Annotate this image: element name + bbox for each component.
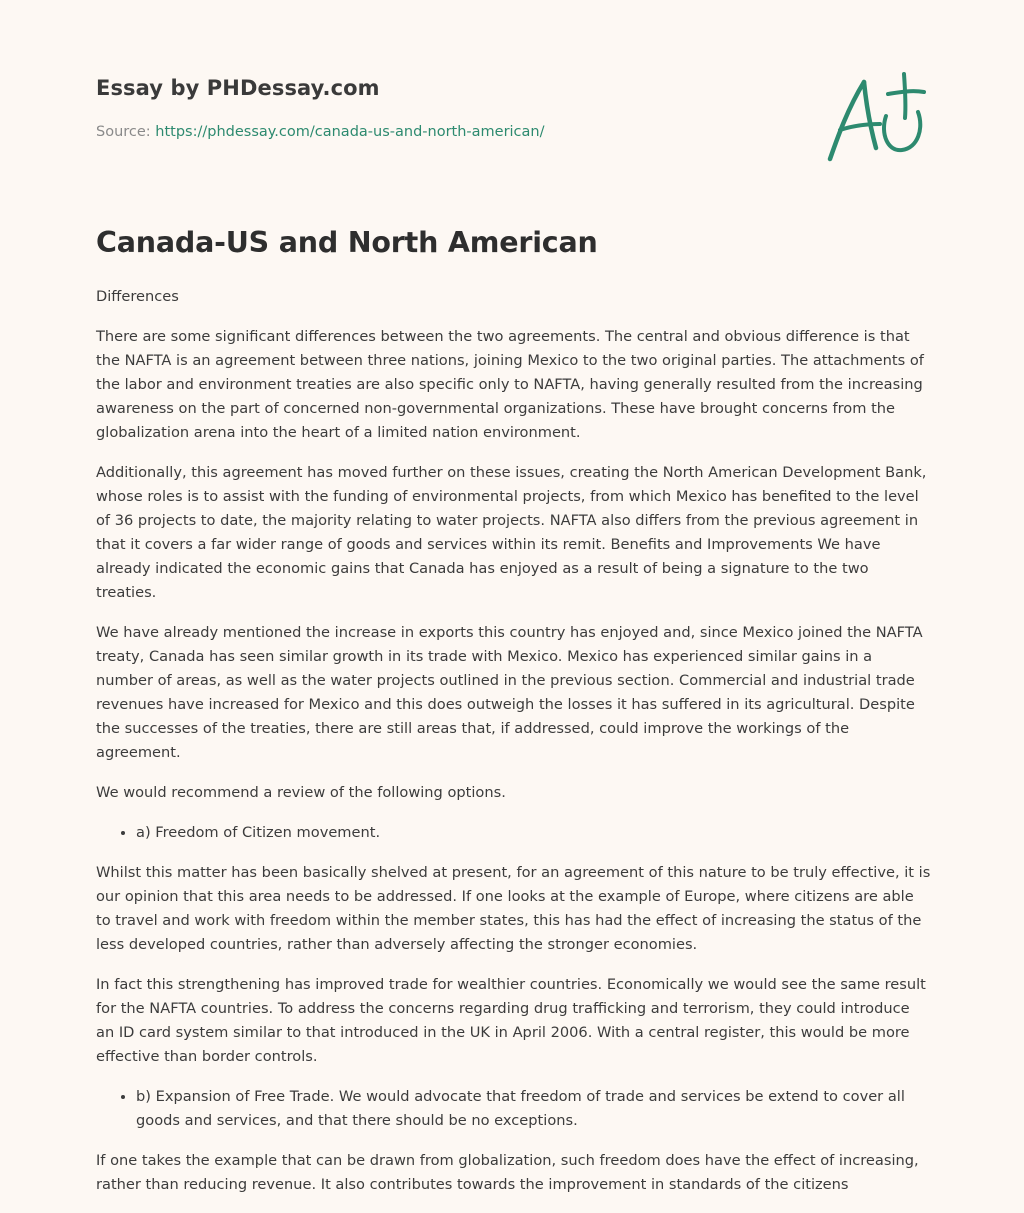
source-link[interactable]: https://phdessay.com/canada-us-and-north-american/: [155, 124, 545, 140]
essay-title: Canada-US and North American: [96, 226, 598, 259]
a-plus-logo: [820, 66, 930, 166]
source-label: Source:: [96, 124, 156, 140]
paragraph: If one takes the example that can be drawn from globalization, such freedom does have the effect of increasing, rather than reducing revenue. It also contributes towards the improvement in standards of the citizens: [96, 1152, 919, 1193]
paragraph: We have already mentioned the increase in exports this country has enjoyed and, since Mexico joined the NAFTA treaty, Canada has seen similar growth in its trade with Mexico. Mexico has experienced similar gains in a number of areas, as well as the water projects outlined in the previous section. Commercial and industrial trade revenues have increased for Mexico and this does outweigh the losses it has suffered in its agricultural. Despite the successes of the treaties, there are still areas that, if addressed, could improve the workings of the agreement.: [96, 624, 923, 761]
paragraph: In fact this strengthening has improved trade for wealthier countries. Economically we would see the same result for the NAFTA countries. To address the concerns regarding drug trafficking and terrorism, they could introduce an ID card system similar to that introduced in the UK in April 2006. With a central register, this would be more effective than border controls.: [96, 976, 926, 1065]
paragraph: Additionally, this agreement has moved further on these issues, creating the North American Development Bank, whose roles is to assist with the funding of environmental projects, from which Mexico has benefited to the level of 36 projects to date, the majority relating to water projects. NAFTA also differs from the previous agreement in that it covers a far wider range of goods and services within its remit. Benefits and Improvements We have already indicated the economic gains that Canada has enjoyed as a result of being a signature to the two treaties.: [96, 464, 927, 601]
list-item: • b) Expansion of Free Trade. We would advocate that freedom of trade and services be extend to cover all goods and services, and that there should be no exceptions.: [136, 1085, 932, 1133]
options-list-b: [96, 1085, 932, 1133]
source-line: [96, 124, 545, 140]
paragraph: We would recommend a review of the following options.: [96, 784, 506, 801]
list-item: • a) Freedom of Citizen movement.: [136, 821, 932, 845]
options-list-a: [96, 821, 932, 845]
essay-body: [96, 285, 932, 1213]
paragraph: There are some significant differences between the two agreements. The central and obvious difference is that the NAFTA is an agreement between three nations, joining Mexico to the two original parties. The attachments of the labor and environment treaties are also specific only to NAFTA, having generally resulted from the increasing awareness on the part of concerned non-governmental organizations. These have brought concerns from the globalization arena into the heart of a limited nation environment.: [96, 328, 924, 441]
site-brand: Essay by PHDessay.com: [96, 76, 380, 100]
paragraph: Differences: [96, 288, 179, 305]
paragraph: Whilst this matter has been basically shelved at present, for an agreement of this nature to be truly effective, it is our opinion that this area needs to be addressed. If one looks at the example of Europe, where citizens are able to travel and work with freedom within the member states, this has had the effect of increasing the status of the less developed countries, rather than adversely affecting the stronger economies.: [96, 864, 931, 953]
